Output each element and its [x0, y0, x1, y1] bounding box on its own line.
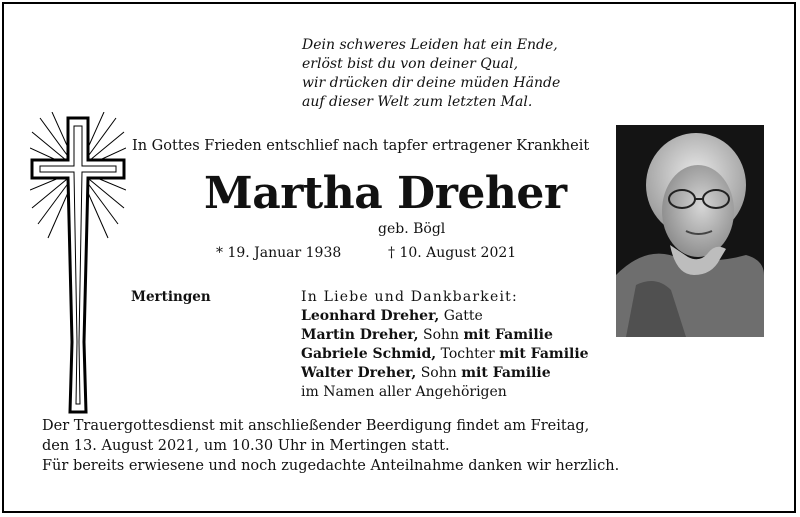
death-date: † 10. August 2021 — [388, 245, 517, 261]
place-name: Mertingen — [131, 289, 211, 305]
member-suffix: mit Familie — [461, 365, 551, 381]
poem — [302, 36, 560, 112]
maiden-name: geb. Bögl — [378, 221, 446, 237]
family-member — [301, 326, 589, 345]
birth-date: * 19. Januar 1938 — [216, 245, 342, 261]
deceased-name: Martha Dreher — [204, 168, 567, 219]
family-member — [301, 345, 589, 364]
poem-line: auf dieser Welt zum letzten Mal. — [302, 94, 533, 110]
family-heading: In Liebe und Dankbarkeit: — [301, 289, 518, 305]
member-name: Martin Dreher, — [301, 327, 419, 343]
poem-line: Dein schweres Leiden hat ein Ende, — [302, 37, 558, 53]
member-relation: Sohn — [416, 365, 462, 381]
member-name: Gabriele Schmid, — [301, 346, 437, 362]
portrait-photo — [616, 125, 764, 337]
gratitude-text: Für bereits erwiesene und noch zugedachte Anteilnahme danken wir herzlich. — [42, 458, 620, 474]
service-info — [42, 416, 589, 456]
service-line: den 13. August 2021, um 10.30 Uhr in Mertingen statt. — [42, 438, 450, 454]
member-relation: Sohn — [418, 327, 464, 343]
poem-line: wir drücken dir deine müden Hände — [302, 75, 561, 91]
member-relation: Gatte — [439, 308, 483, 324]
poem-line: erlöst bist du von deiner Qual, — [302, 56, 519, 72]
member-suffix: mit Familie — [499, 346, 589, 362]
family-member — [301, 307, 589, 326]
intro-text: In Gottes Frieden entschlief nach tapfer ertragener Krankheit — [132, 138, 590, 154]
member-name: Leonhard Dreher, — [301, 308, 440, 324]
family-closing: im Namen aller Angehörigen — [301, 384, 507, 400]
member-relation: Tochter — [436, 346, 500, 362]
family-member — [301, 364, 589, 383]
service-line: Der Trauergottesdienst mit anschließender Beerdigung findet am Freitag, — [42, 418, 590, 434]
cross-with-rays-icon — [30, 112, 126, 432]
family-list — [301, 288, 589, 402]
member-suffix: mit Familie — [463, 327, 553, 343]
member-name: Walter Dreher, — [301, 365, 417, 381]
